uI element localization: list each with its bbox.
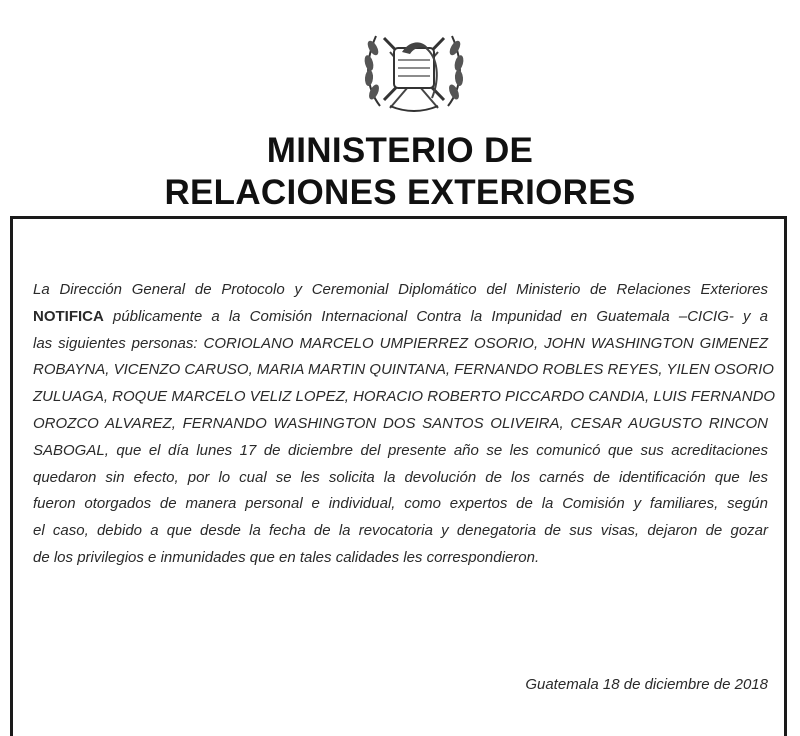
notice-line: [33, 304, 768, 331]
notice-line: fueron otorgados de manera personal e individual, como expertos de la Comisión y familiares, según: [33, 495, 768, 513]
notice-line: quedaron sin efecto, por lo cual se les solicita la devolución de los carnés de identificación que les: [33, 468, 768, 486]
notice-line: ROBAYNA, VICENZO CARUSO, MARIA MARTIN QUINTANA, FERNANDO ROBLES REYES, YILEN OSORIO: [33, 361, 774, 379]
coat-of-arms-icon: [360, 18, 468, 118]
notice-line: el caso, debido a que desde la fecha de la revocatoria y denegatoria de sus visas, dejaron de gozar: [33, 522, 768, 540]
ministry-title: [0, 130, 800, 214]
notice-body: [33, 277, 776, 572]
place-date-signature: Guatemala 18 de diciembre de 2018: [525, 676, 768, 693]
coat-of-arms-emblem: [360, 18, 468, 118]
notice-line: de los privilegios e inmunidades que en tales calidades les correspondieron.: [33, 548, 540, 566]
notifica-keyword: NOTIFICA: [33, 307, 104, 325]
ministry-title-line2: RELACIONES EXTERIORES: [164, 173, 636, 212]
notice-line: La Dirección General de Protocolo y Ceremonial Diplomático del Ministerio de Relaciones Exteriores: [33, 281, 768, 298]
ministry-title-line1: MINISTERIO DE: [266, 131, 534, 170]
notice-line: SABOGAL, que el día lunes 17 de diciembre del presente año se les comunicó que sus acreditaciones: [33, 441, 768, 459]
notice-line: OROZCO ALVAREZ, FERNANDO WASHINGTON DOS SANTOS OLIVEIRA, CESAR AUGUSTO RINCON: [33, 414, 768, 432]
notice-line: las siguientes personas: CORIOLANO MARCELO UMPIERREZ OSORIO, JOHN WASHINGTON GIMENEZ: [33, 334, 768, 352]
notice-line: ZULUAGA, ROQUE MARCELO VELIZ LOPEZ, HORACIO ROBERTO PICCARDO CANDIA, LUIS FERNANDO: [33, 388, 776, 406]
notice-line-rest: públicamente a la Comisión Internacional Contra la Impunidad en Guatemala –CICIG- y a: [103, 307, 768, 325]
